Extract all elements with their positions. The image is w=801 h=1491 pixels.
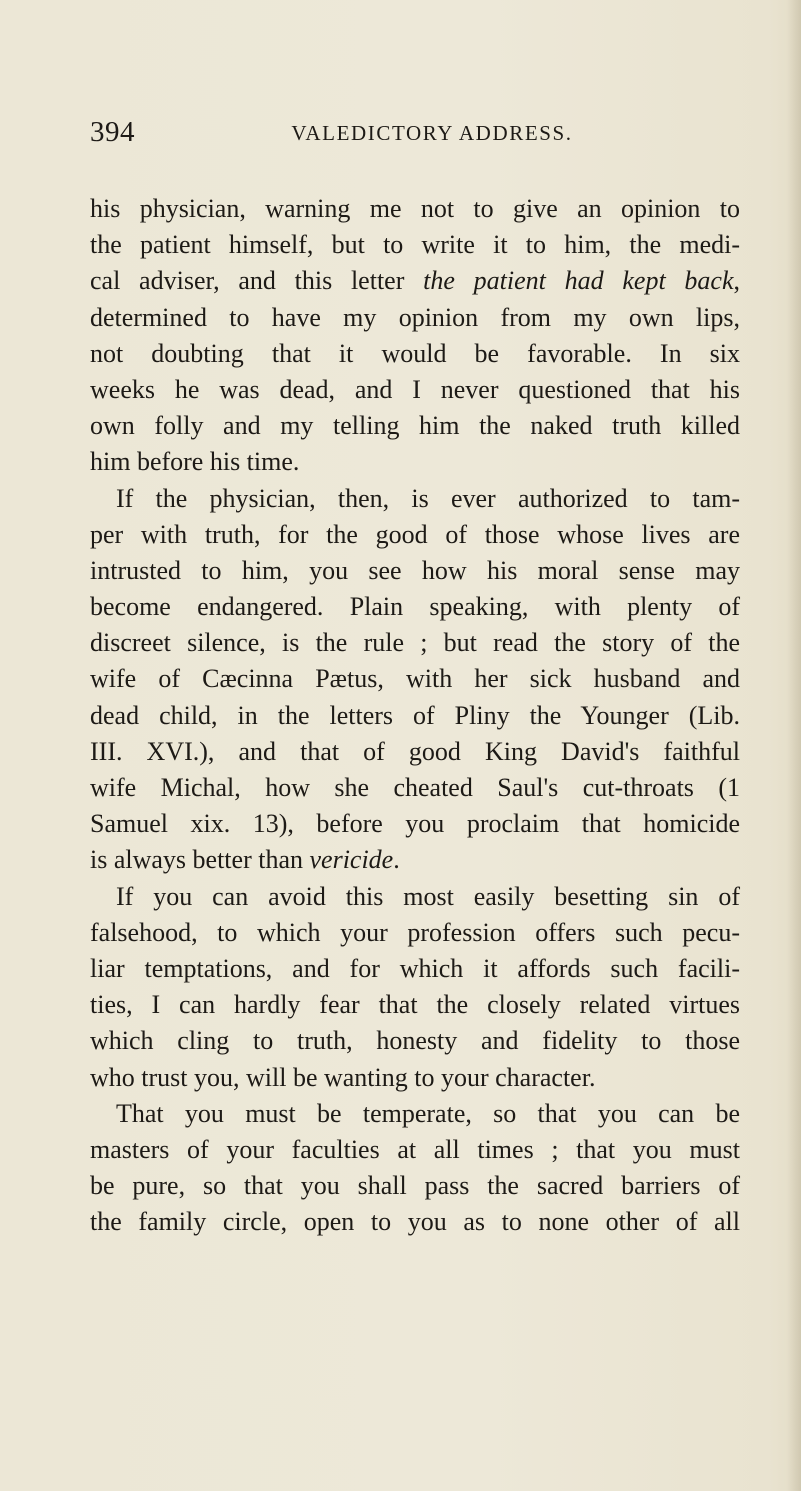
text-line: wife Michal, how she cheated Saul's cut-throats (1 bbox=[90, 773, 740, 802]
text-line: dead child, in the letters of Pliny the Younger (Lib. bbox=[90, 700, 740, 730]
text-line: own folly and my telling him the naked truth killed bbox=[90, 411, 740, 441]
text-line: discreet silence, is the rule ; but read the story of the bbox=[90, 628, 740, 658]
italic-text: vericide bbox=[309, 845, 394, 875]
text-line: intrusted to him, you see how his moral sense may bbox=[90, 555, 740, 585]
text-line: is always better than vericide. bbox=[90, 845, 400, 875]
text-line: be pure, so that you shall pass the sacred barriers of bbox=[90, 1171, 740, 1201]
text-line: his physician, warning me not to give an opinion to bbox=[90, 194, 740, 223]
paragraph bbox=[90, 879, 740, 1096]
text-line: the family circle, open to you as to none other of all bbox=[90, 1207, 740, 1237]
text-line: not doubting that it would be favorable. In six bbox=[90, 338, 740, 368]
paragraph bbox=[90, 481, 740, 879]
text-line: If the physician, then, is ever authorized to tam- bbox=[116, 483, 740, 513]
text-line: liar temptations, and for which it affords such facili- bbox=[90, 953, 740, 983]
text-line: him before his time. bbox=[90, 447, 300, 477]
page-edge-shadow bbox=[787, 0, 801, 1491]
text-line: wife of Cæcinna Pætus, with her sick husband and bbox=[90, 664, 740, 694]
text-line: per with truth, for the good of those whose lives are bbox=[90, 519, 740, 549]
text-line: falsehood, to which your profession offers such pecu- bbox=[90, 917, 740, 947]
body-text bbox=[90, 191, 740, 1240]
text-line: III. XVI.), and that of good King David's faithful bbox=[90, 736, 740, 766]
paragraph bbox=[90, 191, 740, 481]
text-line: which cling to truth, honesty and fidelity to those bbox=[90, 1026, 740, 1056]
paragraph bbox=[90, 1096, 740, 1241]
page-number: 394 bbox=[90, 116, 135, 148]
italic-text: the patient had kept back bbox=[423, 266, 734, 296]
text-line: who trust you, will be wanting to your character. bbox=[90, 1062, 596, 1092]
running-head: VALEDICTORY ADDRESS. bbox=[291, 121, 573, 145]
text-line: Samuel xix. 13), before you proclaim that homicide bbox=[90, 809, 740, 839]
text-line: the patient himself, but to write it to him, the medi- bbox=[90, 230, 740, 260]
text-line: weeks he was dead, and I never questioned that his bbox=[90, 374, 740, 404]
text-line: If you can avoid this most easily besetting sin of bbox=[116, 881, 740, 911]
text-line: cal adviser, and this letter the patient had kept back, bbox=[90, 266, 740, 296]
text-line: That you must be temperate, so that you can be bbox=[116, 1098, 740, 1128]
text-line: become endangered. Plain speaking, with plenty of bbox=[90, 592, 740, 622]
page-header bbox=[90, 116, 740, 160]
text-line: masters of your faculties at all times ; that you must bbox=[90, 1134, 740, 1164]
text-line: ties, I can hardly fear that the closely related virtues bbox=[90, 990, 740, 1020]
text-line: determined to have my opinion from my own lips, bbox=[90, 302, 740, 332]
